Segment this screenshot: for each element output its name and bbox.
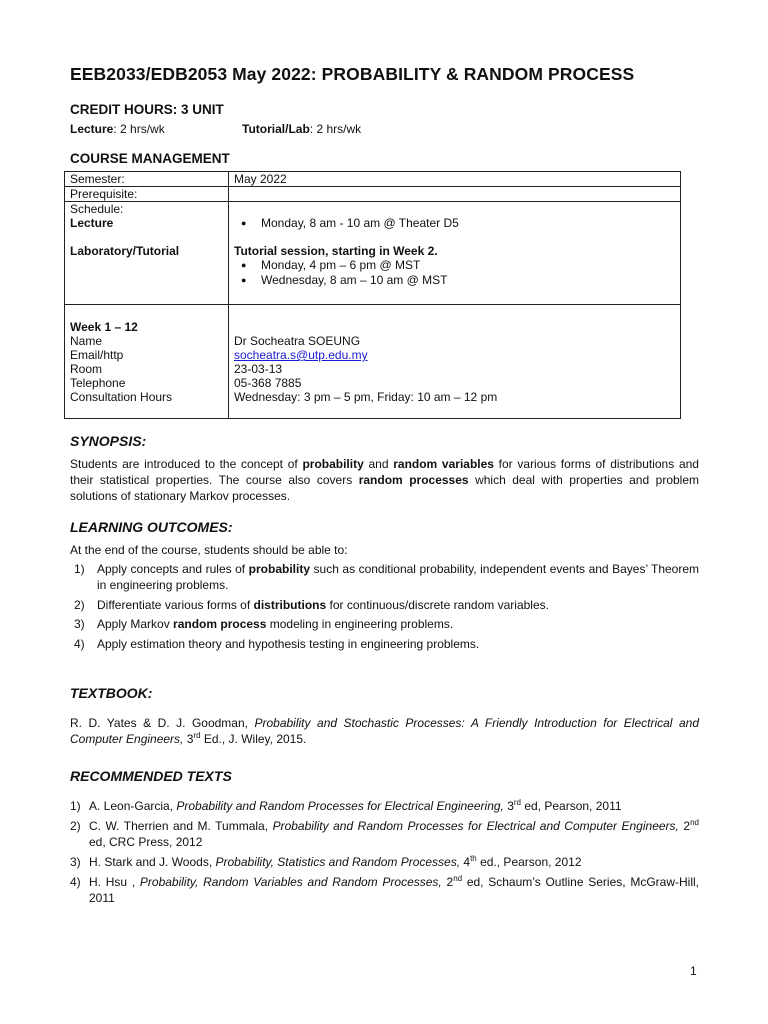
learning-outcome-number: 1) — [74, 562, 85, 576]
textbook-authors: R. D. Yates & D. J. Goodman, — [70, 716, 255, 730]
recommended-edition-suffix: rd — [513, 798, 522, 807]
learning-outcome-item — [70, 616, 699, 632]
learning-outcome-number: 3) — [74, 617, 85, 631]
recommended-authors: A. Leon-Garcia, — [89, 799, 177, 813]
learning-outcome-text: Apply Markov — [97, 617, 174, 631]
learning-outcome-number: 2) — [74, 597, 85, 612]
synopsis-part: which deal with properties and problem solutions of stationary Markov processes. — [70, 473, 699, 503]
learning-outcome-text: Apply concepts and rules of — [97, 562, 249, 576]
learning-outcome-number: 4) — [74, 636, 85, 651]
recommended-authors: H. Stark and J. Woods, — [89, 855, 216, 869]
recommended-authors: H. Hsu , — [89, 875, 140, 889]
contact-values — [229, 305, 681, 419]
learning-outcomes-intro: At the end of the course, students should be able to: — [70, 543, 348, 557]
lecture-hours-value: : 2 hrs/wk — [113, 122, 165, 136]
recommended-edition-suffix: th — [470, 854, 477, 863]
textbook-title: Probability and Stochastic Processes: A Friendly Introduction for Electrical and Computer Engineers, — [70, 716, 699, 746]
schedule-label: Schedule: — [70, 202, 124, 216]
recommended-edition: 3 — [503, 799, 514, 813]
textbook-heading: TEXTBOOK: — [70, 685, 153, 701]
schedule-lecture-label: Lecture — [70, 216, 114, 230]
prerequisite-label: Prerequisite: — [65, 187, 229, 202]
week-label: Week 1 – 12 — [70, 320, 138, 334]
recommended-publisher: ed., Pearson, 2012 — [476, 855, 582, 869]
learning-outcome-text: modeling in engineering problems. — [266, 617, 454, 631]
lab-time-item: ● Monday, 4 pm – 6 pm @ MST — [234, 258, 675, 273]
consultation-value: Wednesday: 3 pm – 5 pm, Friday: 10 am – 12 pm — [234, 390, 498, 404]
recommended-title: Probability and Random Processes for Electrical Engineering, — [176, 799, 504, 813]
learning-outcome-item — [70, 636, 699, 652]
lab-heading: Tutorial session, starting in Week 2. — [234, 244, 438, 258]
lecture-hours-label: Lecture — [70, 122, 114, 136]
recommended-number: 4) — [70, 875, 81, 889]
learning-outcome-text: Differentiate various forms of — [97, 597, 254, 612]
learning-outcome-text: such as conditional probability, independent events and Bayes’ Theorem in engineering problems. — [97, 562, 700, 592]
semester-label: Semester: — [65, 172, 229, 187]
page-number: 1 — [690, 964, 697, 978]
recommended-text-item — [70, 854, 699, 870]
lab-time-item: ● Wednesday, 8 am – 10 am @ MST — [234, 273, 675, 288]
lecture-time-item: ● Monday, 8 am - 10 am @ Theater D5 — [234, 216, 675, 231]
learning-outcome-item — [70, 597, 699, 613]
consultation-label: Consultation Hours — [70, 390, 173, 404]
contact-row — [65, 305, 681, 419]
learning-outcome-text: Apply estimation theory and hypothesis testing in engineering problems. — [97, 636, 480, 651]
recommended-edition: 4 — [460, 855, 471, 869]
recommended-publisher: ed, Pearson, 2011 — [521, 799, 622, 813]
recommended-text-item — [70, 818, 699, 850]
synopsis-heading: SYNOPSIS: — [70, 433, 147, 449]
recommended-number: 1) — [70, 799, 81, 813]
recommended-title: Probability, Statistics and Random Processes, — [215, 855, 461, 869]
tutorial-hours-label: Tutorial/Lab — [242, 122, 310, 136]
synopsis-keyword: random variables — [393, 457, 494, 471]
email-label: Email/http — [70, 348, 124, 362]
lecture-hours — [70, 122, 165, 136]
learning-outcome-keyword: random process — [173, 617, 267, 631]
telephone-label: Telephone — [70, 376, 126, 390]
recommended-title: Probability, Random Variables and Random Processes, — [139, 875, 442, 889]
recommended-number: 3) — [70, 855, 81, 869]
recommended-edition-suffix: nd — [690, 818, 699, 827]
recommended-edition: 2 — [678, 819, 691, 833]
course-title: EEB2033/EDB2053 May 2022: PROBABILITY & RANDOM PROCESS — [70, 64, 635, 84]
room-value: 23-03-13 — [234, 362, 283, 376]
schedule-row — [65, 202, 681, 305]
learning-outcome-item — [70, 561, 699, 593]
recommended-publisher: ed, Schaum’s Outline Series, McGraw-Hill, 2011 — [89, 875, 699, 905]
learning-outcome-keyword: distributions — [253, 597, 327, 612]
recommended-authors: C. W. Therrien and M. Tummala, — [89, 819, 273, 833]
learning-outcome-text: for continuous/discrete random variables. — [326, 597, 549, 612]
tutorial-hours-value: : 2 hrs/wk — [309, 122, 362, 136]
course-management-table — [64, 171, 681, 419]
textbook-edition: 3 — [183, 732, 194, 746]
textbook-publisher: Ed., J. Wiley, 2015. — [200, 732, 307, 746]
recommended-publisher: ed, CRC Press, 2012 — [89, 835, 203, 849]
synopsis-part: and — [363, 457, 394, 471]
semester-row — [65, 172, 681, 187]
synopsis-part: for various forms of distributions and their statistical properties. The course also covers — [70, 457, 699, 487]
schedule-lab-label: Laboratory/Tutorial — [70, 244, 180, 258]
synopsis-text — [70, 456, 699, 504]
recommended-texts-list — [70, 798, 699, 910]
synopsis-keyword: random processes — [358, 473, 469, 487]
course-management-heading: COURSE MANAGEMENT — [70, 151, 230, 166]
recommended-texts-heading: RECOMMENDED TEXTS — [70, 768, 232, 784]
synopsis-part: Students are introduced to the concept of — [70, 457, 303, 471]
semester-value: May 2022 — [229, 172, 681, 187]
lecturer-name: Dr Socheatra SOEUNG — [234, 334, 361, 348]
prerequisite-value — [229, 187, 681, 202]
lecture-times — [234, 216, 675, 231]
textbook-entry — [70, 715, 699, 747]
textbook-edition-suffix: rd — [193, 731, 201, 740]
learning-outcome-keyword: probability — [248, 562, 311, 576]
credit-hours-heading: CREDIT HOURS: 3 UNIT — [70, 102, 224, 117]
recommended-edition-suffix: nd — [453, 874, 463, 883]
learning-outcomes-list — [70, 561, 699, 655]
lab-times — [234, 258, 675, 288]
recommended-number: 2) — [70, 819, 81, 833]
prerequisite-row — [65, 187, 681, 202]
telephone-value: 05-368 7885 — [234, 376, 302, 390]
contact-labels — [65, 305, 229, 419]
schedule-values — [229, 202, 681, 305]
room-label: Room — [70, 362, 103, 376]
schedule-labels — [65, 202, 229, 305]
recommended-title: Probability and Random Processes for Electrical and Computer Engineers, — [272, 819, 679, 833]
learning-outcomes-heading: LEARNING OUTCOMES: — [70, 519, 233, 535]
name-label: Name — [70, 334, 103, 348]
recommended-edition: 2 — [441, 875, 454, 889]
recommended-text-item — [70, 798, 699, 814]
email-link[interactable]: socheatra.s@utp.edu.my — [234, 348, 368, 362]
tutorial-hours — [242, 122, 361, 136]
recommended-text-item — [70, 874, 699, 906]
synopsis-keyword: probability — [302, 457, 364, 471]
